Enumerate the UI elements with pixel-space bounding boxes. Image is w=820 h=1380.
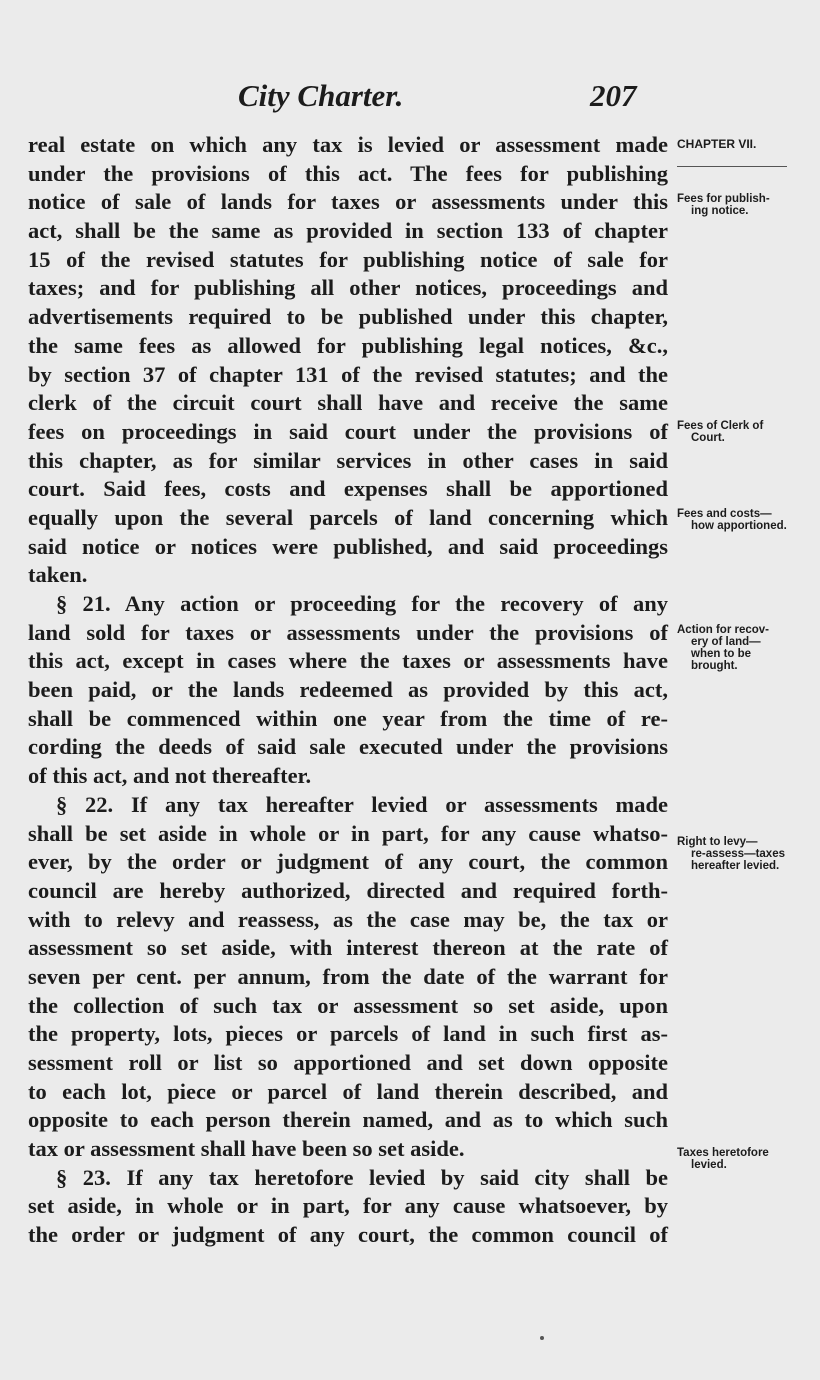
margin-note-line: hereafter levied. xyxy=(691,860,780,872)
text-line: real estate on which any tax is levied or assessment made xyxy=(28,132,668,157)
text-line: notice of sale of lands for taxes or assessments under this xyxy=(28,189,668,215)
text-line: the property, lots, pieces or parcels of land in such first as- xyxy=(28,1021,668,1047)
text-line: the order or judgment of any court, the common council of xyxy=(28,1222,668,1248)
margin-note-line: Taxes heretofore xyxy=(677,1147,769,1159)
margin-note-line: Right to levy— xyxy=(677,836,758,848)
margin-note xyxy=(677,1147,817,1171)
text-line: of this act, and not thereafter. xyxy=(28,763,312,789)
text-line: been paid, or the lands redeemed as provided by this act, xyxy=(28,677,668,703)
text-line: taken. xyxy=(28,562,88,588)
margin-note-line: Fees for publish- xyxy=(677,193,770,205)
text-line: assessment so set aside, with interest thereon at the rate of xyxy=(28,935,668,961)
text-line: 15 of the revised statutes for publishing notice of sale for xyxy=(28,246,668,272)
margin-note-line: how apportioned. xyxy=(691,520,787,532)
text-line: land sold for taxes or assessments under the provisions of xyxy=(28,619,668,645)
text-line: cording the deeds of said sale executed under the provisions xyxy=(28,734,668,760)
margin-note-line: Fees of Clerk of xyxy=(677,420,764,432)
text-line: with to relevy and reassess, as the case may be, the tax or xyxy=(28,906,668,932)
text-line: shall be commenced within one year from the time of re- xyxy=(28,705,668,731)
margin-note-line: when to be xyxy=(691,648,752,660)
text-line: this chapter, as for similar services in other cases in said xyxy=(28,447,668,473)
margin-note-line: levied. xyxy=(691,1159,727,1171)
text-line: clerk of the circuit court shall have and receive the same xyxy=(28,390,668,416)
body-text xyxy=(28,131,668,1250)
text-line: the same fees as allowed for publishing legal notices, &c., xyxy=(28,332,668,358)
text-line: this act, except in cases where the taxes or assessments have xyxy=(28,648,668,674)
text-line: said notice or notices were published, and said proceedings xyxy=(28,533,668,559)
text-line: court. Said fees, costs and expenses shall be apportioned xyxy=(28,476,668,502)
running-title: City Charter. xyxy=(238,78,404,113)
margin-note xyxy=(677,624,817,672)
chapter-rule xyxy=(677,166,787,167)
margin-note-line: ery of land— xyxy=(691,636,761,648)
margin-note-line: brought. xyxy=(691,660,738,672)
margin-note-line: ing notice. xyxy=(691,205,749,217)
chapter-label: CHAPTER VII. xyxy=(677,137,757,151)
text-line: to each lot, piece or parcel of land therein described, and xyxy=(28,1078,668,1104)
text-line: tax or assessment shall have been so set aside. xyxy=(28,1136,465,1162)
margin-note-line: Action for recov- xyxy=(677,624,770,636)
text-line: opposite to each person therein named, and as to which such xyxy=(28,1107,668,1133)
text-line: ever, by the order or judgment of any court, the common xyxy=(28,849,668,875)
page-header xyxy=(0,78,820,118)
text-line: § 23. If any tax heretofore levied by said city shall be xyxy=(56,1164,668,1190)
margin-note-line: re-assess—taxes xyxy=(691,848,785,860)
margin-note xyxy=(677,508,817,532)
margin-note xyxy=(677,193,817,217)
page-mark xyxy=(540,1336,544,1340)
margin-note xyxy=(677,420,817,444)
text-line: equally upon the several parcels of land concerning which xyxy=(28,504,668,530)
text-line: seven per cent. per annum, from the date of the warrant for xyxy=(28,963,668,989)
text-line: shall be set aside in whole or in part, for any cause whatso- xyxy=(28,820,668,846)
margin-note-line: Court. xyxy=(691,432,725,444)
page-number: 207 xyxy=(590,78,637,113)
text-line: sessment roll or list so apportioned and set down opposite xyxy=(28,1050,668,1075)
text-line: § 21. Any action or proceeding for the recovery of any xyxy=(56,591,668,616)
text-line: act, shall be the same as provided in section 133 of chapter xyxy=(28,218,668,244)
text-line: taxes; and for publishing all other notices, proceedings and xyxy=(28,275,668,301)
text-line: by section 37 of chapter 131 of the revised statutes; and the xyxy=(28,361,668,387)
text-line: § 22. If any tax hereafter levied or assessments made xyxy=(56,791,668,817)
margin-note-line: Fees and costs— xyxy=(677,508,772,520)
margin-note xyxy=(677,836,817,872)
text-line: fees on proceedings in said court under the provisions of xyxy=(28,418,668,444)
text-line: council are hereby authorized, directed and required forth- xyxy=(28,877,668,903)
text-line: the collection of such tax or assessment so set aside, upon xyxy=(28,992,668,1018)
text-line: set aside, in whole or in part, for any cause whatsoever, by xyxy=(28,1193,668,1219)
text-line: under the provisions of this act. The fees for publishing xyxy=(28,160,668,186)
text-line: advertisements required to be published under this chapter, xyxy=(28,304,668,330)
